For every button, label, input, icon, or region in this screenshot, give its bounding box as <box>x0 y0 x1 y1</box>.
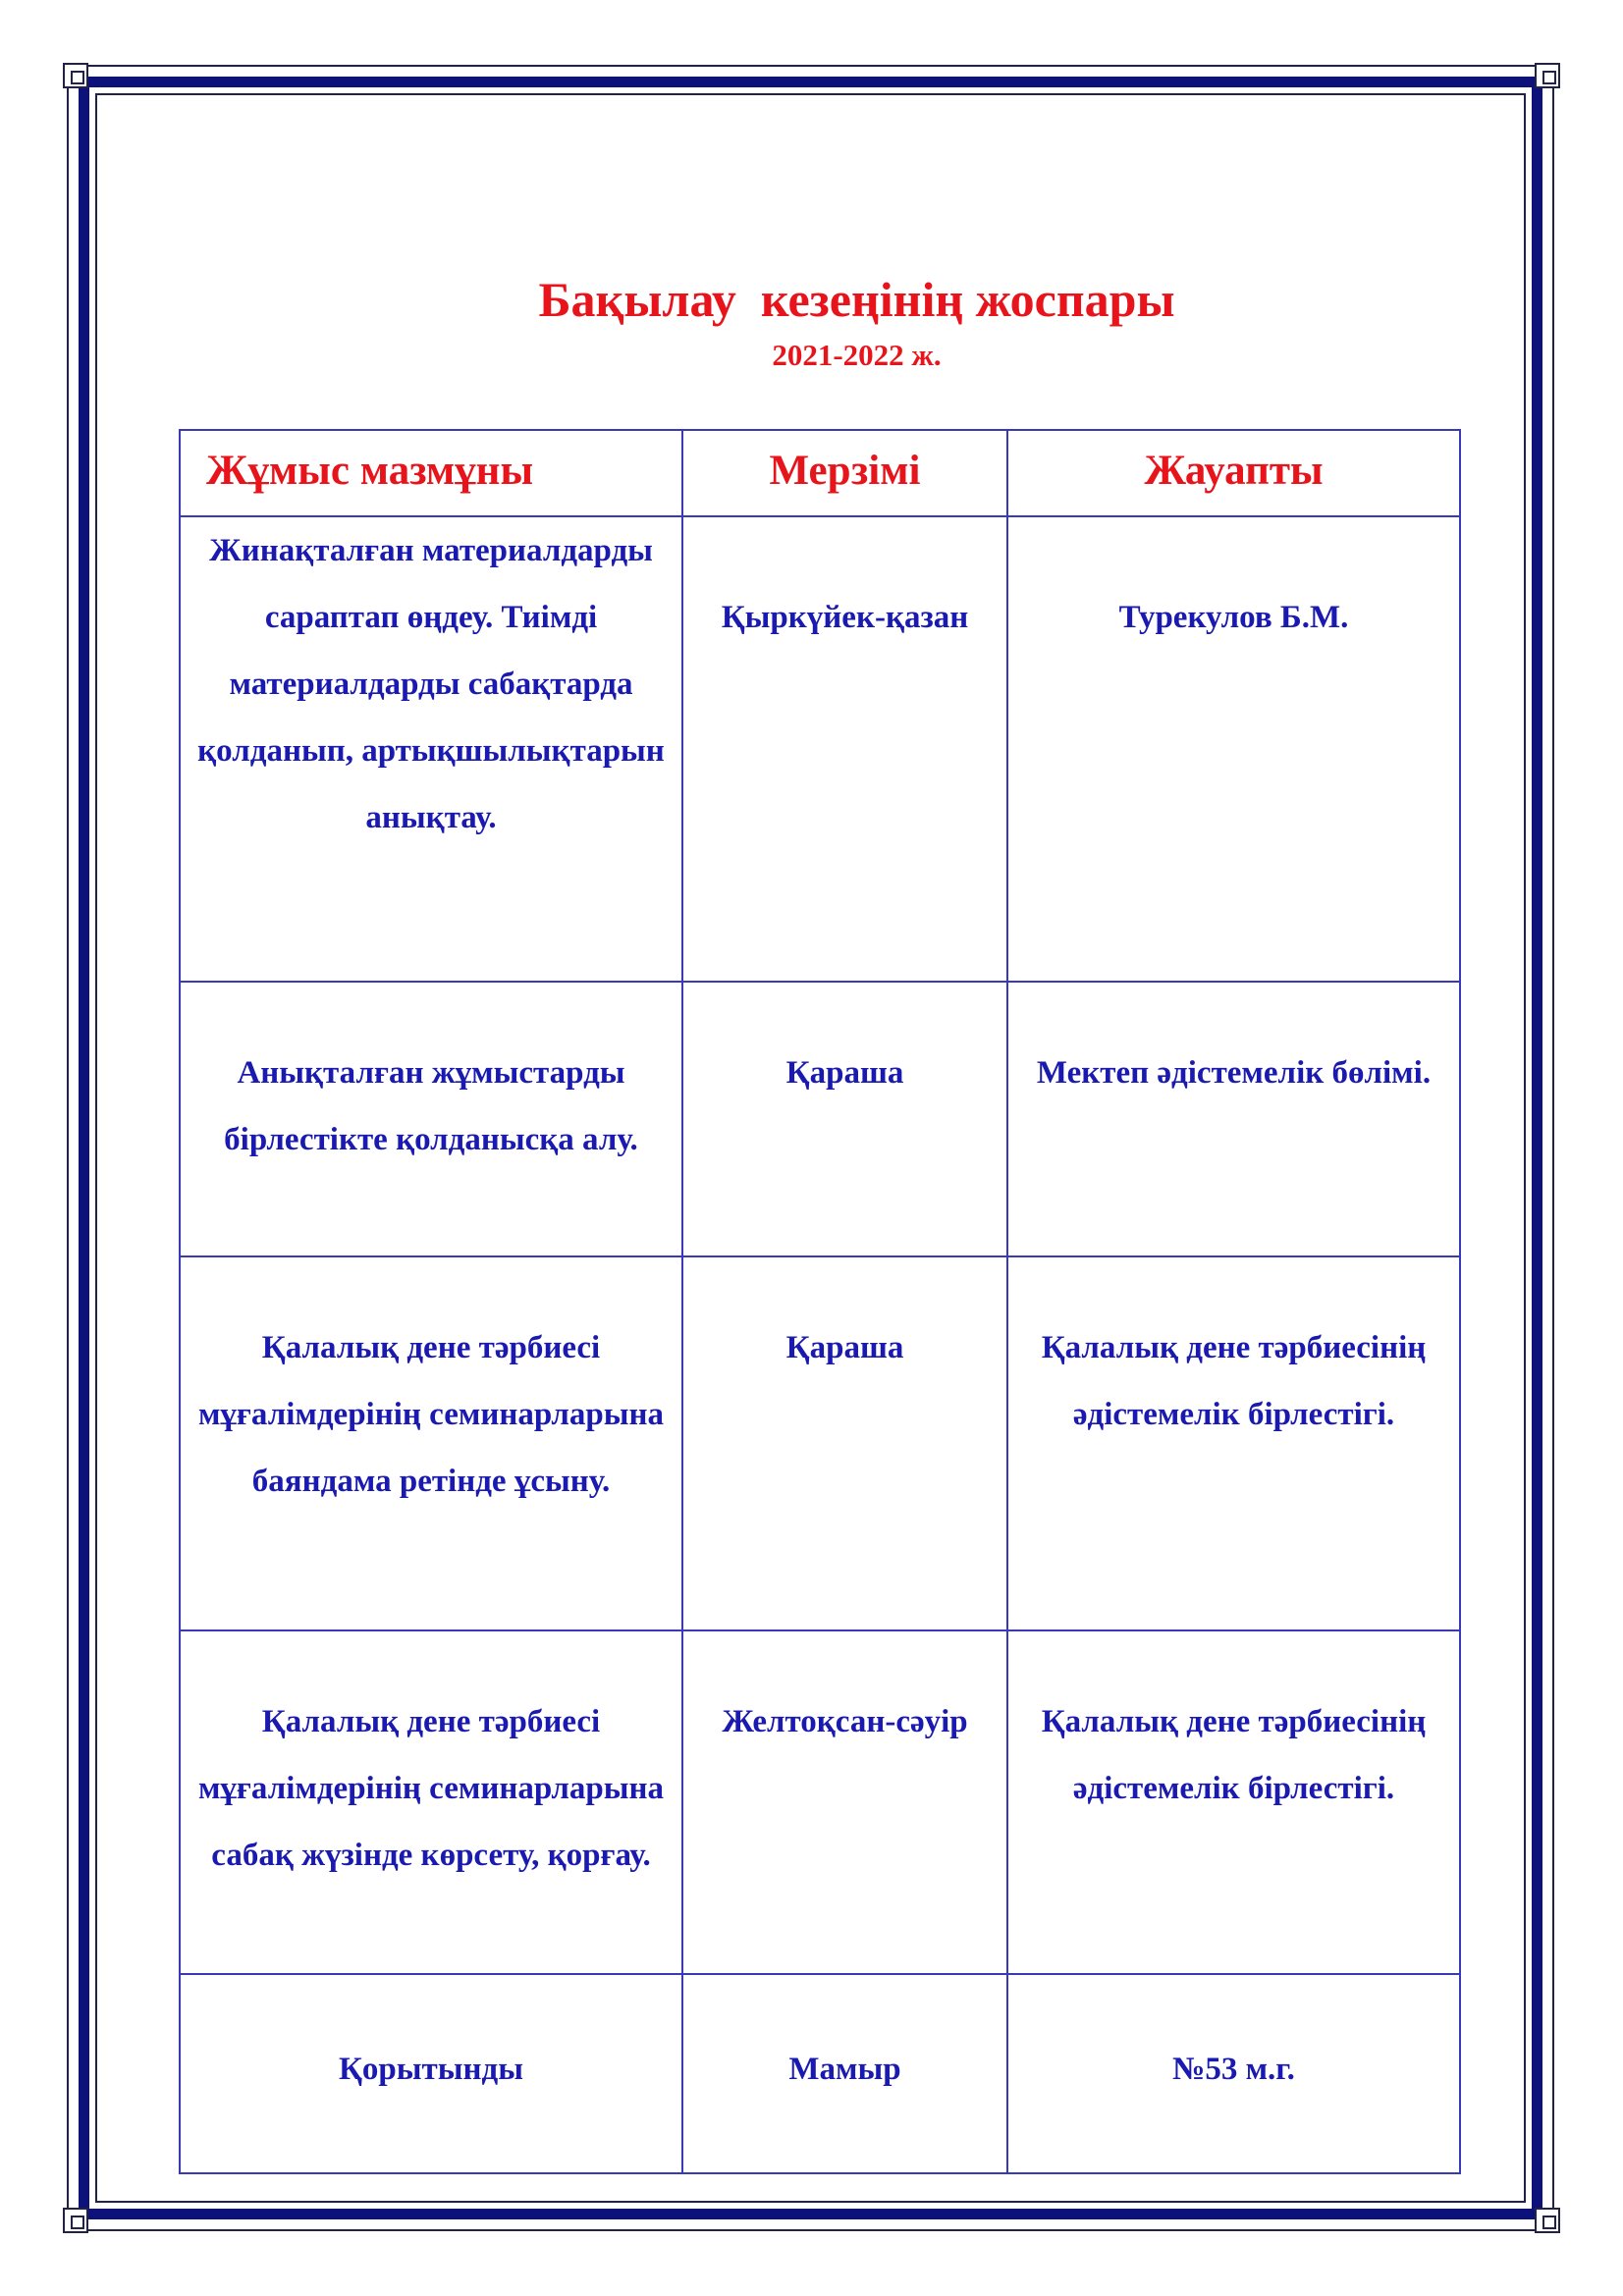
border-corner-ornament <box>1535 2208 1560 2233</box>
cell-responsible: Қалалық дене тәрбиесінің әдістемелік бірлестігі. <box>1007 1256 1460 1630</box>
cell-responsible: Мектеп әдістемелік бөлімі. <box>1007 982 1460 1256</box>
table-row <box>180 1630 1460 1974</box>
plan-table <box>179 429 1461 2174</box>
border-corner-ornament <box>63 2208 88 2233</box>
cell-responsible: №53 м.г. <box>1007 1974 1460 2173</box>
cell-term: Қараша <box>682 1256 1007 1630</box>
cell-content: Қорытынды <box>180 1974 682 2173</box>
table-header-row <box>180 430 1460 516</box>
header-responsible: Жауапты <box>1007 430 1460 516</box>
header-content: Жұмыс мазмұны <box>180 430 682 516</box>
cell-responsible: Қалалық дене тәрбиесінің әдістемелік бірлестігі. <box>1007 1630 1460 1974</box>
cell-content: Жинақталған материалдарды сараптап өңдеу. Тиімді материалдарды сабақтарда қолданып, артықшылықтарын анықтау. <box>180 516 682 982</box>
cell-term: Мамыр <box>682 1974 1007 2173</box>
header-term: Мерзімі <box>682 430 1007 516</box>
cell-term: Желтоқсан-сәуір <box>682 1630 1007 1974</box>
table-row <box>180 1256 1460 1630</box>
cell-content: Қалалық дене тәрбиесі мұғалімдерінің семинарларына сабақ жүзінде көрсету, қорғау. <box>180 1630 682 1974</box>
table-row <box>180 516 1460 982</box>
border-corner-ornament <box>1535 63 1560 88</box>
cell-content: Анықталған жұмыстарды бірлестікте қолданысқа алу. <box>180 982 682 1256</box>
table-row <box>180 982 1460 1256</box>
cell-content: Қалалық дене тәрбиесі мұғалімдерінің семинарларына баяндама ретінде ұсыну. <box>180 1256 682 1630</box>
document-title: Бақылау кезеңінің жоспары <box>538 272 1175 327</box>
document-subtitle: 2021-2022 ж. <box>772 338 942 372</box>
cell-term: Қараша <box>682 982 1007 1256</box>
border-corner-ornament <box>63 63 88 88</box>
cell-term: Қыркүйек-қазан <box>682 516 1007 982</box>
table-row <box>180 1974 1460 2173</box>
cell-responsible: Турекулов Б.М. <box>1007 516 1460 982</box>
